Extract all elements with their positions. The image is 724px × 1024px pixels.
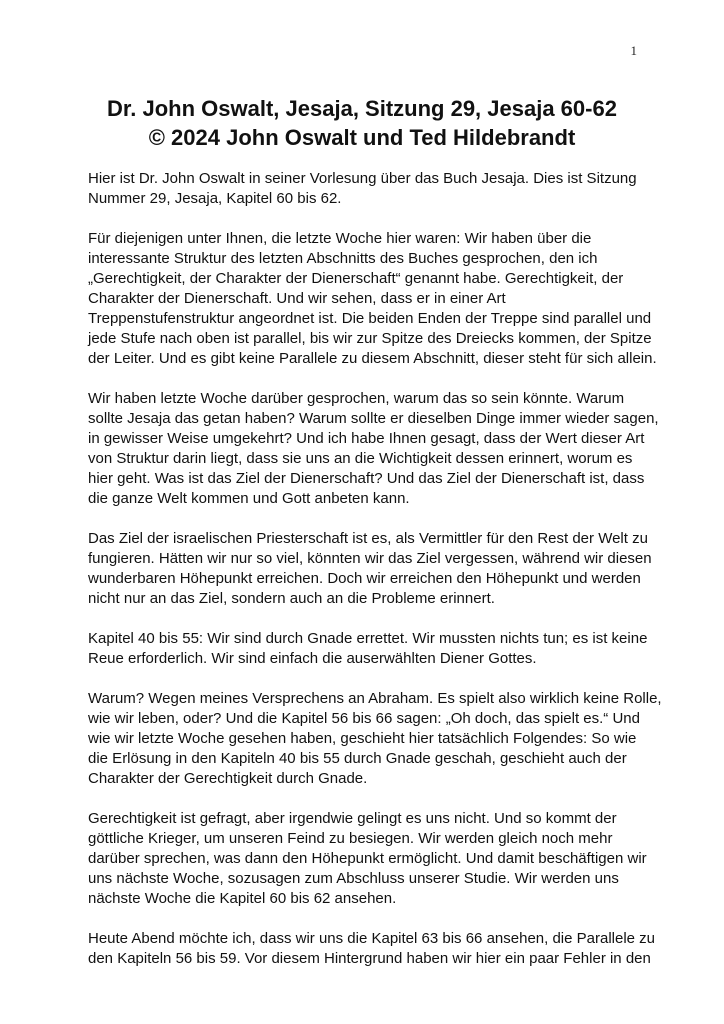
paragraph-line: Charakter der Dienerschaft. Und wir sehen, dass er in einer Art [88,290,506,307]
paragraph-line: Warum? Wegen meines Versprechens an Abraham. Es spielt also wirklich keine Rolle, [88,690,662,707]
paragraph-line: Nummer 29, Jesaja, Kapitel 60 bis 62. [88,190,342,207]
title-line-1: Dr. John Oswalt, Jesaja, Sitzung 29, Jesaja 60-62 [107,96,617,121]
paragraph-line: sollte Jesaja das getan haben? Warum sollte er dieselben Dinge immer wieder sagen, [88,410,659,427]
paragraph-line: Charakter der Gerechtigkeit durch Gnade. [88,770,368,787]
title-line-2: © 2024 John Oswalt und Ted Hildebrandt [148,125,576,150]
paragraph-line: in gewisser Weise umgekehrt? Und ich habe Ihnen gesagt, dass der Wert dieser Art [88,430,645,447]
paragraph-5 [88,629,648,669]
paragraph-line: Wir haben letzte Woche darüber gesprochen, warum das so sein könnte. Warum [88,390,625,407]
page-number: 1 [630,43,637,58]
paragraph-line: nicht nur an das Ziel, sondern auch an die Probleme erinnert. [88,590,495,607]
paragraph-2 [88,229,657,369]
paragraph-7 [88,809,647,909]
paragraph-line: Hier ist Dr. John Oswalt in seiner Vorlesung über das Buch Jesaja. Dies ist Sitzung [88,170,637,187]
paragraph-line: interessante Struktur des letzten Abschnitts des Buches gesprochen, den ich [88,250,598,267]
paragraph-line: der Leiter. Und es gibt keine Parallele zu diesem Abschnitt, dieser steht für sich allein. [88,350,657,367]
paragraph-line: wie wir leben, oder? Und die Kapitel 56 bis 66 sagen: „Oh doch, das spielt es.“ Und [88,710,640,727]
paragraph-line: nächste Woche die Kapitel 60 bis 62 ansehen. [88,890,397,907]
paragraph-4 [88,529,652,609]
paragraph-line: jede Stufe nach oben ist parallel, bis wir zur Spitze des Dreiecks kommen, der Spitze [88,330,652,347]
body-text [88,169,662,989]
paragraph-1 [88,169,638,209]
paragraph-8 [88,929,656,969]
paragraph-line: „Gerechtigkeit, der Charakter der Dienerschaft“ genannt habe. Gerechtigkeit, der [88,270,624,287]
paragraph-line: fungieren. Hätten wir nur so viel, könnten wir das Ziel vergessen, während wir diesen [88,550,652,567]
paragraph-line: Gerechtigkeit ist gefragt, aber irgendwie gelingt es uns nicht. Und so kommt der [88,810,617,827]
paragraph-line: Kapitel 40 bis 55: Wir sind durch Gnade errettet. Wir mussten nichts tun; es ist keine [88,630,648,647]
paragraph-line: Treppenstufenstruktur angeordnet ist. Die beiden Enden der Treppe sind parallel und [88,310,652,327]
paragraph-6 [88,689,662,789]
paragraph-line: wie wir letzte Woche gesehen haben, geschieht hier tatsächlich Folgendes: So wie [88,730,637,747]
paragraph-line: die Erlösung in den Kapiteln 40 bis 55 durch Gnade geschah, geschieht auch der [88,750,627,767]
document-title [88,94,636,152]
paragraph-line: hier geht. Was ist das Ziel der Dienerschaft? Und das Ziel der Dienerschaft ist, dass [88,470,645,487]
paragraph-line: Reue erforderlich. Wir sind einfach die auserwählten Diener Gottes. [88,650,537,667]
paragraph-line: darüber sprechen, was dann den Höhepunkt ermöglicht. Und damit beschäftigen wir [88,850,647,867]
paragraph-line: uns nächste Woche, sozusagen zum Abschluss unserer Studie. Wir werden uns [88,870,619,887]
paragraph-line: die ganze Welt kommen und Gott anbeten kann. [88,490,410,507]
paragraph-line: den Kapiteln 56 bis 59. Vor diesem Hintergrund haben wir hier ein paar Fehler in den [88,950,651,967]
paragraph-line: göttliche Krieger, um unseren Feind zu besiegen. Wir werden gleich noch mehr [88,830,613,847]
paragraph-line: von Struktur darin liegt, dass sie uns an die Wichtigkeit dessen erinnert, worum es [88,450,633,467]
paragraph-line: Das Ziel der israelischen Priesterschaft ist es, als Vermittler für den Rest der Welt zu [88,530,648,547]
paragraph-3 [88,389,659,509]
paragraph-line: Heute Abend möchte ich, dass wir uns die Kapitel 63 bis 66 ansehen, die Parallele zu [88,930,656,947]
paragraph-line: Für diejenigen unter Ihnen, die letzte Woche hier waren: Wir haben über die [88,230,592,247]
paragraph-line: wunderbaren Höhepunkt erreichen. Doch wir erreichen den Höhepunkt und werden [88,570,641,587]
